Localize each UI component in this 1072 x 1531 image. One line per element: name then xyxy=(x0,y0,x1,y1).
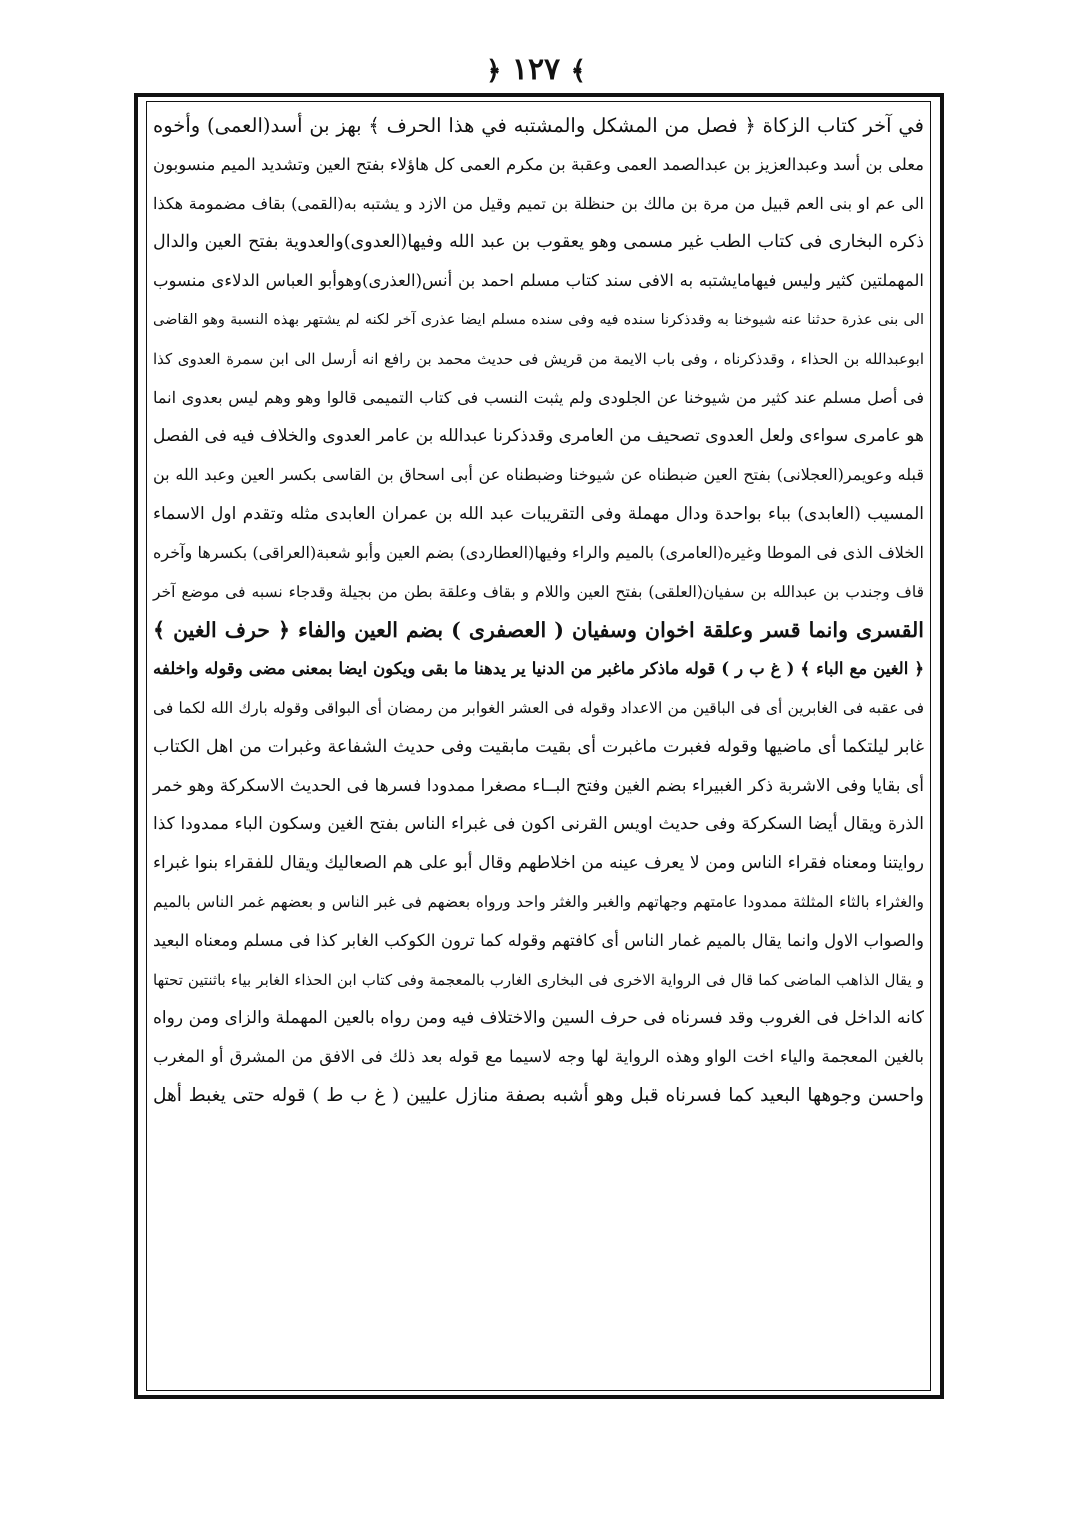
text-line: بالغين المعجمة والياء اخت الواو وهذه الرواية لها وجه لاسيما مع قوله بعد ذلك فى الافق من المشرق أو المغرب xyxy=(153,1047,924,1067)
text-line: ذكره البخارى فى كتاب الطب غير مسمى وهو يعقوب بن عبد الله وفيها(العدوى)والعدوية بفتح العين والدال xyxy=(153,232,924,253)
text-line: واحسن وجوهها البعيد كما فسرناه قبل وهو أشبه بصفة منازل عليين ( غ ب ط ) قوله حتى يغبط أهل xyxy=(153,1084,924,1106)
text-line: قبله وعويمر(العجلانى) بفتح العين ضبطناه عن شيوخنا وضبطناه عن أبى اسحاق بن القاسى بكسر العين وعبد الله بن xyxy=(153,465,924,485)
text-line: الى عم او بنى العم قبيل من مرة بن مالك بن حنظلة بن تميم وقيل من الازد و يشتبه به(القمى) بقاف مضمومة هكذا xyxy=(153,193,925,213)
text-line: الخلاف الذى فى الموطا وغيره(العامرى) بالميم والراء وفيها(العطاردى) بضم العين وأبو شعبة(العراقى) بكسرها وآخره xyxy=(153,542,924,562)
subsection-heading-line: ﴿ الغين مع الباء ﴾ ( غ ب ر ) قوله ماذكر ماغبر من الدنيا ير يدهنا ما بقى ويكون ايضا بمعنى مضى وقوله واخلفه xyxy=(153,659,924,679)
page-number xyxy=(0,52,1072,87)
text-line: في آخر كتاب الزكاة ﴿ فصل من المشكل والمشتبه في هذا الحرف ﴾ بهز بن أسد(العمى) وأخوه xyxy=(153,114,924,137)
section-heading-line: القسرى وانما قسر وعلقة اخوان وسفيان ( العصفرى ) بضم العين والفاء ﴿ حرف الغين ﴾ xyxy=(153,618,924,643)
text-line: هو عامرى سواءى ولعل العدوى تصحيف من العامرى وقدذكرنا عبدالله بن عامر العدوى والخلاف فيه فى الفصل xyxy=(153,426,924,447)
text-line: غابر ليلتكما أى ماضيها وقوله فغبرت ماغبرت أى بقيت مابقيت وفى حديث الشفاعة وغبرات من اهل الكتاب xyxy=(153,736,924,757)
text-line: الذرة ويقال أيضا السكركة وفى حديث اويس القرنى اكون فى غبراء الناس بفتح الغين وسكون الباء ممدودا كذا xyxy=(153,814,924,835)
text-line: قاف وجندب بن عبدالله بن سفيان(العلقى) بفتح العين واللام و بقاف وعلقة بطن من بجيلة وقدجاء نسبه فى موضع آخر xyxy=(153,582,924,601)
page-text-block xyxy=(150,107,927,1387)
text-line: و يقال الذاهب الماضى كما قال فى الرواية الاخرى فى البخارى الغارب بالمعجمة وفى كتاب ابن الحذاء الغابر بياء باثنتين تحتها xyxy=(153,970,924,989)
text-line: فى أصل مسلم عند كثير من شيوخنا عن الجلودى ولم يثبت النسب فى كتاب التميمى قالوا وهو وهم ليس بعدوى انما xyxy=(153,387,925,407)
text-line: والصواب الاول وانما يقال بالميم غمار الناس أى كافتهم وقوله كما ترون الكوكب الغابر كذا فى مسلم ومعناه البعيد xyxy=(153,930,924,950)
text-line: أى بقايا وفى الاشربة ذكر الغبيراء بضم الغين وفتح البــاء مصغرا ممدودا فسرها فى الحديث الاسكركة وهو خمر xyxy=(153,775,924,796)
text-line: الى بنى عذرة حدثنا عنه شيوخنا به وقدذكرنا سنده فيه وفى سنده مسلم ايضا عذرى آخر لكنه لم يشتهر بهذه النسبة وهو القاضى xyxy=(153,311,924,328)
left-brace-ornament: ﴿ xyxy=(486,56,502,86)
text-line: المهملتين كثير وليس فيهامايشتبه به الافى سند كتاب مسلم احمد بن أنس(العذرى)وهوأبو العباس الدلاءى منسوب xyxy=(153,271,924,291)
text-line: ابوعبدالله بن الحذاء ، وقدذكرناه ، وفى باب الايمة من قريش فى حديث محمد بن رافع انه أرسل الى ابن سمرة العدوى كذا xyxy=(153,349,924,368)
page-number-value: ١٢٧ xyxy=(511,52,561,87)
text-line: المسيب (العابدى) بباء بواحدة ودال مهملة وفى التقريبات عبد الله بن عمران العابدى مثله وتقدم اول الاسماء xyxy=(153,503,924,524)
right-brace-ornament: ﴾ xyxy=(570,56,586,86)
text-line: والغثراء بالثاء المثلثة ممدودا عامتهم وجهاتهم والغبر والغثر واحد ورواه بعضهم فى غبر الناس و بعضهم غمر الناس بالميم xyxy=(153,892,924,911)
text-line: معلى بن أسد وعبدالعزيز بن عبدالصمد العمى وعقبة بن مكرم العمى كل هاؤلاء بفتح العين وتشديد الميم منسوبون xyxy=(153,154,924,174)
text-line: فى عقبه فى الغابرين أى فى الباقين من الاعداد وقوله فى العشر الغوابر من رمضان أى البواقى وقوله بارك الله لكما فى xyxy=(153,698,924,717)
text-line: روايتنا ومعناه فقراء الناس ومن لا يعرف عينه من اخلاطهم وقال أبو على هم الصعاليك ويقال للفقراء بنوا غبراء xyxy=(153,853,924,874)
text-line: كانه الداخل فى الغروب وقد فسرناه فى حرف السين والاختلاف فيه ومن رواه بالعين المهملة والزاى ومن رواه xyxy=(153,1008,924,1029)
